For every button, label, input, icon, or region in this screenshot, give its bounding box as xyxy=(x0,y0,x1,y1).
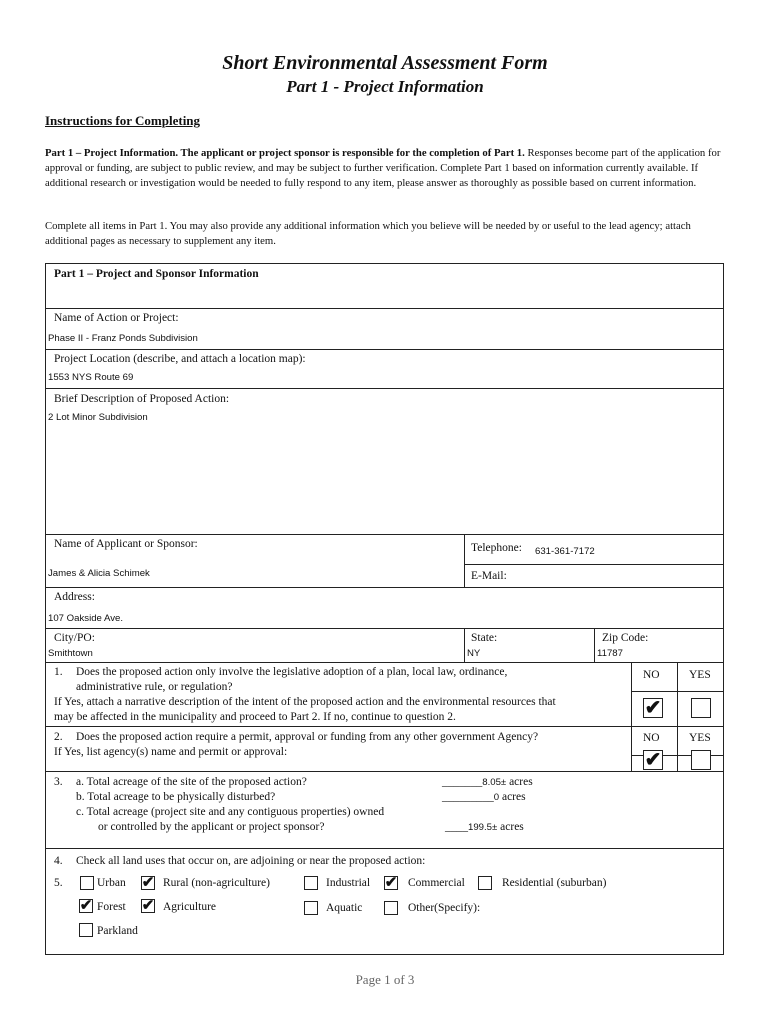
q1-text-line4: may be affected in the municipality and proceed to Part 2. If no, continue to question 2. xyxy=(54,711,456,723)
q3-b-value[interactable]: 0 xyxy=(493,792,500,803)
q3-a-blank: _______ xyxy=(442,776,483,788)
q3-a-unit: acres xyxy=(509,776,533,788)
q2-no-label: NO xyxy=(643,732,660,744)
residential-checkbox[interactable] xyxy=(478,876,492,890)
page-number: Page 1 of 3 xyxy=(355,972,415,987)
rural-check-mark: ✔ xyxy=(141,875,155,891)
parkland-label: Parkland xyxy=(97,925,138,937)
q3-a-label: a. Total acreage of the site of the proposed action? xyxy=(76,776,307,788)
q3-b-answer xyxy=(442,790,526,805)
q3-c-label-line2: or controlled by the applicant or project sponsor? xyxy=(98,821,325,833)
applicant-label: Name of Applicant or Sponsor: xyxy=(54,538,198,550)
residential-label: Residential (suburban) xyxy=(502,877,607,889)
q4-text: Check all land uses that occur on, are adjoining or near the proposed action: xyxy=(76,855,426,867)
description-label: Brief Description of Proposed Action: xyxy=(54,393,230,405)
instructions-bold-text: Part 1 – Project Information. The applicant or project sponsor is responsible for the completion of Part 1. xyxy=(45,147,525,159)
aquatic-label: Aquatic xyxy=(326,902,363,914)
instructions-heading: Instructions for Completing xyxy=(45,113,201,128)
instructions-text: Responses become part of the application for approval or funding, are subject to public review, and may be subject to further verification. Complete Part 1 based on information currently available. If additional research or investigation would be needed to fully respond to any item, please answer as thoroughly as possible based on current information. xyxy=(45,147,721,189)
urban-checkbox[interactable] xyxy=(80,876,94,890)
q2-no-check-mark: ✔ xyxy=(644,749,662,771)
telephone-field[interactable]: 631-361-7172 xyxy=(535,546,595,557)
agriculture-check-mark: ✔ xyxy=(141,898,155,914)
city-label: City/PO: xyxy=(54,632,95,644)
address-label: Address: xyxy=(54,591,95,603)
description-field[interactable]: 2 Lot Minor Subdivision xyxy=(48,412,148,423)
q3-c-label-line1: c. Total acreage (project site and any contiguous properties) owned xyxy=(76,806,385,818)
q3-c-answer xyxy=(445,820,524,835)
commercial-check-mark: ✔ xyxy=(384,875,398,891)
q1-yes-checkbox[interactable] xyxy=(691,698,711,718)
location-field[interactable]: 1553 NYS Route 69 xyxy=(48,372,134,383)
parkland-checkbox[interactable] xyxy=(79,923,93,937)
zip-label: Zip Code: xyxy=(602,632,649,644)
form-title: Short Environmental Assessment Form xyxy=(222,52,548,74)
urban-label: Urban xyxy=(97,877,126,889)
q1-no-check-mark: ✔ xyxy=(644,697,662,719)
email-label: E-Mail: xyxy=(471,570,507,582)
address-field[interactable]: 107 Oakside Ave. xyxy=(48,613,124,624)
q3-a-answer xyxy=(442,775,533,790)
industrial-checkbox[interactable] xyxy=(304,876,318,890)
q1-yes-label: YES xyxy=(689,669,711,681)
q5-number: 5. xyxy=(54,877,63,889)
zip-field[interactable]: 11787 xyxy=(597,648,623,659)
q1-no-label: NO xyxy=(643,669,660,681)
action-name-label: Name of Action or Project: xyxy=(54,312,179,324)
q2-yes-label: YES xyxy=(689,732,711,744)
q3-number: 3. xyxy=(54,776,63,788)
location-label: Project Location (describe, and attach a location map): xyxy=(54,353,306,365)
telephone-label: Telephone: xyxy=(471,542,522,554)
q1-text-line3: If Yes, attach a narrative description of the intent of the proposed action and the environmental resources that xyxy=(54,696,556,708)
q3-b-blank: _________ xyxy=(442,791,494,803)
forest-label: Forest xyxy=(97,901,126,913)
q2-yes-checkbox[interactable] xyxy=(691,750,711,770)
other-checkbox[interactable] xyxy=(384,901,398,915)
q1-text-line2: administrative rule, or regulation? xyxy=(76,681,233,693)
q3-b-unit: acres xyxy=(501,791,526,803)
industrial-label: Industrial xyxy=(326,877,371,889)
q3-c-blank: ____ xyxy=(445,821,468,833)
city-field[interactable]: Smithtown xyxy=(48,648,93,659)
q4-number: 4. xyxy=(54,855,63,867)
instructions-paragraph-2: Complete all items in Part 1. You may also provide any additional information which you believe will be needed by or useful to the lead agency; attach additional pages as necessary to supplement any item. xyxy=(45,220,691,247)
q3-c-unit: acres xyxy=(500,821,524,833)
action-name-field[interactable]: Phase II - Franz Ponds Subdivision xyxy=(48,333,198,344)
forest-check-mark: ✔ xyxy=(79,898,93,914)
aquatic-checkbox[interactable] xyxy=(304,901,318,915)
applicant-field[interactable]: James & Alicia Schimek xyxy=(48,568,150,579)
rural-label: Rural (non-agriculture) xyxy=(163,877,270,889)
section-title: Part 1 – Project and Sponsor Information xyxy=(54,268,259,280)
q2-text-line2: If Yes, list agency(s) name and permit or approval: xyxy=(54,746,288,758)
q3-a-value[interactable]: 8.05± xyxy=(482,777,507,788)
q2-text-line1: Does the proposed action require a permit, approval or funding from any other government Agency? xyxy=(76,731,539,743)
state-label: State: xyxy=(471,632,498,644)
q1-number: 1. xyxy=(54,666,63,678)
state-field[interactable]: NY xyxy=(467,648,481,659)
agriculture-label: Agriculture xyxy=(163,901,217,913)
q3-c-value[interactable]: 199.5± xyxy=(468,822,498,833)
q1-text-line1: Does the proposed action only involve the legislative adoption of a plan, local law, ordinance, xyxy=(76,666,508,678)
q2-number: 2. xyxy=(54,731,63,743)
form-subtitle: Part 1 - Project Information xyxy=(286,77,484,96)
q3-b-label: b. Total acreage to be physically disturbed? xyxy=(76,791,276,803)
other-label: Other(Specify): xyxy=(408,902,481,914)
commercial-label: Commercial xyxy=(408,877,465,889)
project-sponsor-form xyxy=(45,263,724,955)
instructions-paragraph-1 xyxy=(45,146,725,191)
